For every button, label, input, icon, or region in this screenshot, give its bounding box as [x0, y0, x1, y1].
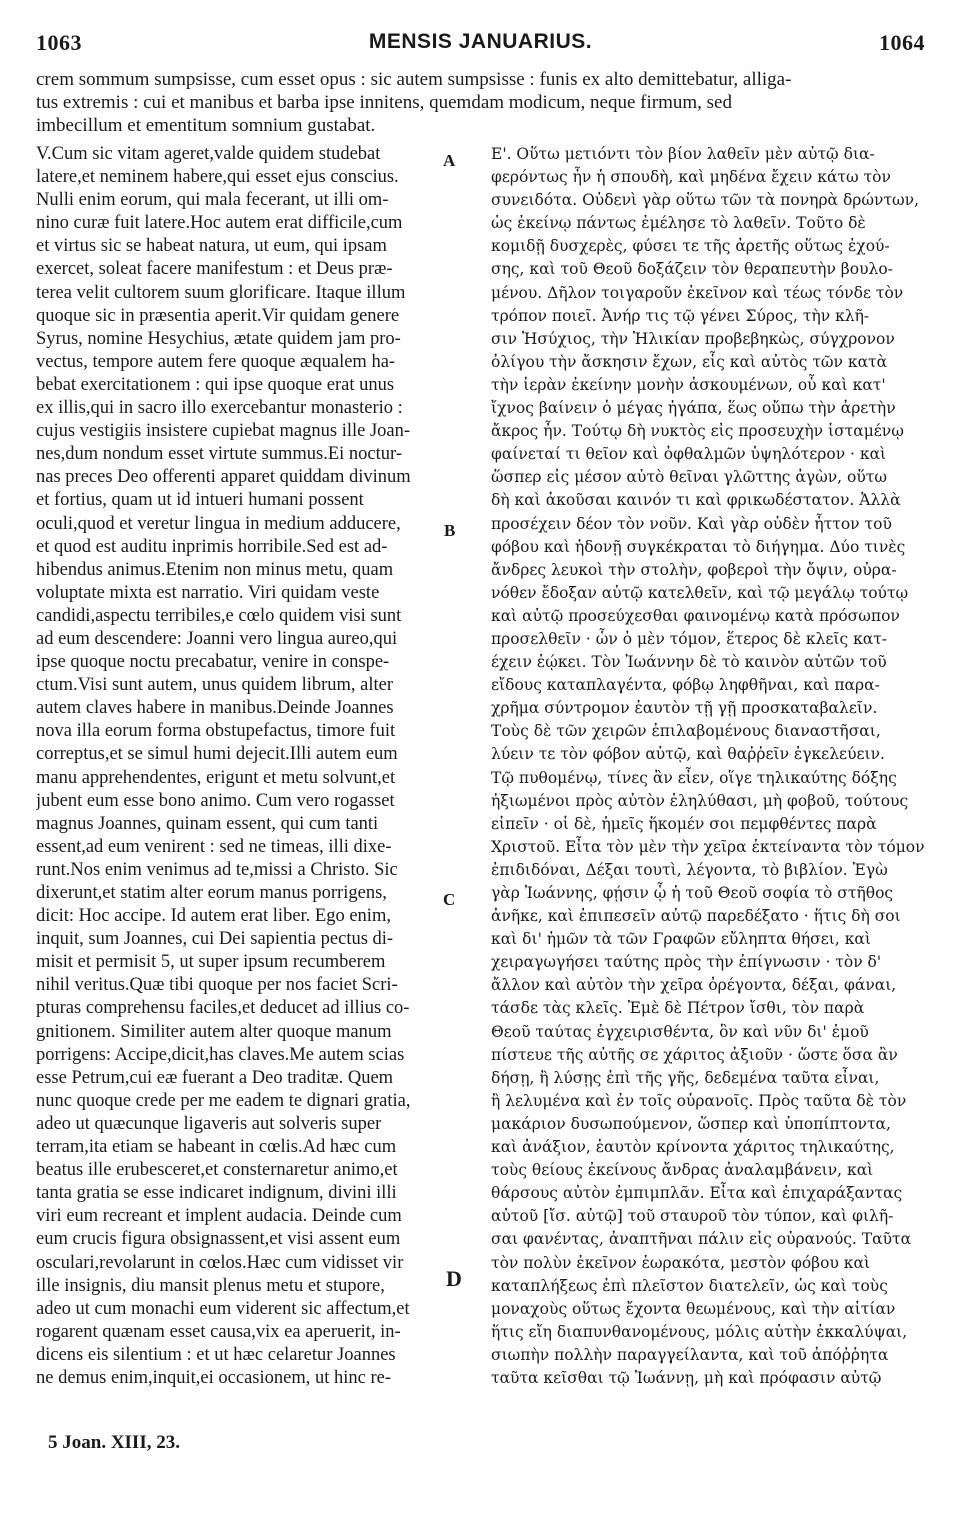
greek-line: εἰπεῖν · οἱ δὲ, ἡμεῖς ἥκομέν σοι πεμφθέντες παρὰ: [491, 814, 877, 833]
latin-line: hibendus animus.Etenim non minus metu, quam: [36, 559, 394, 580]
greek-line: θάρσους αὐτὸν ἐμπιμπλᾶν. Εἶτα καὶ ἐπιχαράξαντας: [491, 1184, 903, 1203]
greek-line: μακάριον δυσωπούμενον, ὥσπερ καὶ ὑποπίπτοντα,: [491, 1114, 891, 1133]
greek-line: έχειν ἐῴκει. Τὸν Ἰωάννην δὲ τὸ καινὸν αὐτῶν τοῦ: [491, 653, 887, 672]
margin-marker-d: D: [446, 1266, 462, 1291]
greek-line: προσέχειν δέον τὸν νοῦν. Καὶ γὰρ οὐδὲν ἧττον τοῦ: [491, 514, 892, 533]
latin-line: terea velit cultorem suum glorificare. Itaque illum: [36, 282, 406, 303]
greek-line: Τῷ πυθομένῳ, τίνες ἂν εἶεν, οἵγε τηλικαύτης δόξης: [491, 768, 897, 787]
latin-line: rogarent quænam esset causa,vix ea aperuerit, in-: [36, 1321, 401, 1342]
latin-line: adeo ut quæcunque ligaveris aut solveris super: [36, 1113, 382, 1134]
greek-line: ἥτις εἴη διαπυνθανομένους, μόλις αὐτὴν ἐκκαλύψαι,: [491, 1322, 908, 1341]
latin-line: beatus ille erubesceret,et consternaretur animo,et: [36, 1160, 398, 1181]
latin-line: ad eum descendere: Joanni vero lingua aureo,qui: [36, 628, 398, 649]
greek-line: μένου. Δῆλον τοιγαροῦν ἐκεῖνον καὶ τέως τόνδε τὸν: [491, 283, 904, 302]
latin-line: cujus vestigiis insistere cupiebat magnus ille Joan-: [36, 421, 411, 442]
greek-line: ὥσπερ εἰς μέσον αὐτὸ θεῖναι γλῶττης ἀγὼν, οὕτω: [491, 468, 887, 487]
greek-line: Τοὺς δὲ τῶν χειρῶν ἐπιλαβομένους διαναστῆσαι,: [491, 722, 881, 741]
footnote: 5 Joan. XIII, 23.: [48, 1432, 180, 1453]
greek-column: [491, 143, 933, 1390]
latin-line: correptus,et se simul humi dejecit.Illi autem eum: [36, 744, 398, 765]
latin-line: nino curæ fuit latere.Hoc autem erat difficile,cum: [36, 213, 403, 234]
latin-line: gnitionem. Similiter autem alter quoque manum: [36, 1021, 392, 1042]
latin-line: ipse quoque noctu precabatur, venire in conspe-: [36, 652, 390, 673]
greek-line: ἴχνος βαίνειν ὁ μέγας ἠγάπα, ἕως οὔπω τὴν ἀρετὴν: [491, 399, 896, 418]
greek-line: φαίνεταί τι θεῖον καὶ ὀφθαλμῶν ὑψηλότερον · καὶ: [491, 445, 887, 464]
latin-line: autem claves habere in manibus.Deinde Joannes: [36, 698, 394, 719]
greek-line: ἄλλον καὶ αὐτὸν τὴν χεῖρα ὀρέγοντα, δέξαι, φάναι,: [491, 976, 897, 995]
greek-line: τοὺς θείους ἐκείνους ἄνδρας ἀναλαμβάνειν, καὶ: [491, 1161, 874, 1180]
latin-line: porrigens: Accipe,dicit,has claves.Me autem scias: [36, 1044, 405, 1065]
greek-line: καταπλήξεως ἐπὶ πλεῖστον διατελεῖν, ὡς καὶ τοὺς: [491, 1276, 888, 1295]
greek-line: εἴδους καταπλαγέντα, φόβῳ ληφθῆναι, καὶ παρα-: [491, 676, 880, 695]
greek-line: ἠξιωμένοι πρὸς αὐτὸν ἐληλύθασι, μὴ φοβοῦ, τούτους: [491, 791, 909, 810]
latin-line: candidi,aspectu terribiles,e cœlo quidem visi sunt: [36, 605, 402, 626]
greek-line: ἢ λελυμένα καὶ ἐν τοῖς οὐρανοῖς. Πρὸς ταῦτα δὲ τὸν: [491, 1091, 907, 1110]
greek-line: τὸν πολὺν ἐκεῖνον ἑωρακότα, μεστὸν φόβου καὶ: [491, 1253, 871, 1272]
left-column-number: 1063: [36, 30, 82, 55]
latin-line: quoque sic in præsentia aperit.Vir quidam genere: [36, 305, 400, 326]
latin-line: latere,et neminem habere,qui esset ejus conscius.: [36, 167, 399, 188]
latin-line: runt.Nos enim venimus ad te,missi a Christo. Sic: [36, 859, 398, 880]
latin-line: exercet, soleat facere manifestum : et Deus præ-: [36, 259, 393, 280]
latin-line: dixerunt,et statim alter eorum manus porrigens,: [36, 883, 387, 903]
latin-line: ex illis,qui in sacro illo exercebantur monasterio :: [36, 398, 403, 419]
greek-line: σαι φανέντας, ἀναπτῆναι πάλιν εἰς οὐρανούς. Ταῦτα: [491, 1230, 912, 1249]
top-paragraph: [36, 68, 925, 137]
latin-line: ne demus enim,inquit,ei occasionem, ut hinc re-: [36, 1367, 391, 1388]
margin-marker-a: A: [443, 151, 456, 170]
latin-line: nes,dum nondum esset virtute summus.Ei noctur-: [36, 444, 402, 465]
latin-line: V.Cum sic vitam ageret,valde quidem studebat: [36, 144, 381, 164]
latin-line: terram,ita etiam se habeant in cœlis.Ad hæc cum: [36, 1137, 397, 1158]
greek-line: ἄνδρες λευκοὶ τὴν στολὴν, φοβεροὶ τὴν ὄψιν, οὐρα-: [491, 560, 897, 579]
latin-line: adeo ut cum monachi eum viderent sic affectum,et: [36, 1298, 410, 1319]
latin-line: nunc quoque crede per me eadem te dignari gratia,: [36, 1090, 411, 1111]
top-text-line: crem sommum sumpsisse, cum esset opus : sic autem sumpsisse : funis ex alto demittebatur, alliga-: [36, 69, 792, 90]
running-title: MENSIS JANUARIUS.: [368, 30, 593, 53]
greek-line: καὶ ἀνάξιον, ἑαυτὸν κρίνοντα χάριτος τηλικαύτης,: [491, 1138, 895, 1157]
greek-line: πίστευε τῆς αὐτῆς σε χάριτος ἀξιοῦν · ὥστε ὅσα ἂν: [491, 1045, 898, 1064]
greek-line: σης, καὶ τοῦ Θεοῦ δοξάζειν τὸν θεραπευτὴν βουλο-: [491, 260, 893, 279]
greek-line: φερόντως ἦν ἡ σπουδὴ, καὶ μηδένα ἔχειν κάτω τὸν: [491, 168, 891, 187]
page-header: [36, 30, 925, 62]
greek-line: συνειδότα. Οὐδενὶ γὰρ οὕτω τῶν τὰ πονηρὰ δρώντων,: [491, 191, 920, 210]
margin-marker-b: B: [444, 521, 456, 540]
latin-line: nihil veritus.Quæ tibi quoque per nos faciet Scri-: [36, 975, 398, 996]
greek-line: τρόπον ποιεῖ. Ἀνήρ τις τῷ γένει Σύρος, τὴν κλῆ-: [491, 306, 870, 325]
latin-line: viri eum recreant et implent audacia. Deinde cum: [36, 1206, 402, 1227]
greek-line: φόβου καὶ ἡδονῇ συγκέκραται τὸ διήγημα. Δύο τινὲς: [491, 537, 906, 556]
greek-line: καὶ δι' ἡμῶν τὰ τῶν Γραφῶν εὔληπτα θήσει, καὶ: [491, 930, 871, 949]
latin-line: bebat exercitationem : qui ipse quoque erat unus: [36, 374, 395, 395]
latin-line: Nulli enim eorum, qui mala fecerant, ut illi om-: [36, 190, 389, 211]
latin-line: misit et permisit 5, ut super ipsum recumberem: [36, 952, 386, 973]
greek-line: χειραγωγήσει ταύτης πρὸς τὴν ἐπίγνωσιν · τὸν δ': [491, 953, 882, 972]
greek-line: δὴ καὶ ἀκοῦσαι καινόν τι καὶ φρικωδέστατον. Ἀλλὰ: [491, 491, 901, 510]
greek-line: αὐτοῦ [ἴσ. αὐτῷ] τοῦ σταυροῦ τὸν τύπον, καὶ φιλῆ-: [491, 1207, 894, 1226]
greek-line: καὶ αὐτῷ προσεύχεσθαι φαινομένῳ κατὰ πρόσωπον: [491, 606, 900, 625]
top-text-line: tus extremis : cui et manibus et barba ipse innitens, quemdam modicum, neque firmum, sed: [36, 92, 732, 114]
latin-line: et quod est auditu inprimis horribile.Sed est ad-: [36, 536, 388, 557]
latin-line: osculari,revolarunt in cœlos.Hæc cum vidisset vir: [36, 1252, 404, 1273]
latin-line: et fortius, quam ut id intueri humani possent: [36, 490, 364, 511]
greek-line: μοναχοὺς οὕτως ἔχοντα θεωμένους, καὶ τὴν αἰτίαν: [491, 1299, 896, 1318]
greek-line: νόθεν ἔδοξαν αὐτῷ κατελθεῖν, καὶ τῷ μεγάλῳ τούτῳ: [491, 583, 909, 602]
greek-line: γὰρ Ἰωάννης, φῄσιν ᾧ ἡ τοῦ Θεοῦ σοφία τὸ στῆθος: [491, 884, 894, 902]
greek-line: ἐπιδιδόναι, Δέξαι τουτὶ, λέγοντα, τὸ βιβλίον. Ἐγὼ: [491, 860, 888, 879]
greek-line: Θεοῦ ταύτας ἐγχειρισθέντα, ὃν καὶ νῦν δι' ἐμοῦ: [491, 1022, 869, 1041]
greek-line: τὴν ἱερὰν ἐκείνην μονὴν ἀσκουμένων, οὗ καὶ κατ': [491, 375, 886, 394]
latin-column: [36, 143, 472, 1390]
margin-marker-c: C: [443, 890, 456, 909]
greek-line: προσελθεῖν · ὧν ὁ μὲν τόμον, ἕτερος δὲ κλεῖς κατ-: [491, 629, 888, 648]
latin-line: voluptate mixta est narratio. Viri quidam veste: [36, 582, 380, 603]
greek-line: σιωπὴν πολλὴν παραγγείλαντα, καὶ τοῦ ἀπόῤῥητα: [491, 1345, 889, 1364]
greek-line: ἀνῆκε, καὶ ἐπιπεσεῖν αὐτῷ παρεδέξατο · ἥτις δὴ σοι: [491, 907, 901, 926]
greek-line: σιν Ἡσύχιος, τὴν Ἡλικίαν προβεβηκὼς, σύγχρονον: [491, 329, 895, 348]
latin-line: manu apprehendentes, erigunt et metu solvunt,et: [36, 767, 396, 788]
latin-line: dicit: Hoc accipe. Id autem erat liber. Ego enim,: [36, 906, 391, 927]
latin-line: ctum.Visi sunt autem, unus quidem librum, alter: [36, 675, 394, 696]
latin-line: magnus Joannes, quinam essent, qui cum tanti: [36, 813, 379, 834]
greek-line: κομιδῇ δυσχερὲς, φύσει τε τῆς ἀρετῆς οὕτως ἐχού-: [491, 237, 890, 256]
latin-line: eum crucis figura obsignassent,et visi assent eum: [36, 1229, 401, 1250]
greek-line: τάσδε τὰς κλεῖς. Ἐμὲ δὲ Πέτρον ἴσθι, τὸν παρὰ: [491, 999, 865, 1018]
greek-line: λύειν τε τὸν φόβον αὐτῷ, καὶ θαῤῥεῖν ἐγκελεύειν.: [491, 745, 885, 764]
greek-line: ὀλίγου τὴν ἄσκησιν ἔχων, εἷς καὶ αὐτὸς τῶν κατὰ: [491, 352, 888, 371]
latin-line: vectus, tempore autem fere quoque æqualem ha-: [36, 351, 396, 372]
latin-line: esse Petrum,cui eæ fuerant a Deo traditæ. Quem: [36, 1067, 394, 1088]
latin-line: nas preces Deo offerenti apparet quiddam divinum: [36, 467, 411, 488]
greek-line: Χριστοῦ. Εἶτα τὸν μὲν τὴν χεῖρα ἐκτείναντα τὸν τόμον: [491, 837, 925, 856]
right-column-number: 1064: [879, 30, 925, 55]
greek-line: χρῆμα σύντρομον ἑαυτὸν τῇ γῇ προσκαταβαλεῖν.: [491, 699, 878, 718]
greek-line: Ε'. Οὕτω μετιόντι τὸν βίον λαθεῖν μὲν αὐτῷ δια-: [491, 145, 875, 163]
latin-line: dicens eis silentium : et ut hæc celaretur Joannes: [36, 1344, 396, 1365]
latin-line: essent,ad eum venirent : sed ne timeas, illi dixe-: [36, 836, 392, 857]
latin-line: ille insignis, diu mansit plenus metu et stupore,: [36, 1275, 385, 1296]
latin-line: inquit, sum Joannes, cui Dei sapientia pectus di-: [36, 929, 394, 950]
latin-line: Syrus, nomine Hesychius, ætate quidem jam pro-: [36, 328, 401, 349]
top-text-line: imbecillum et ementitum somnium gustabat.: [36, 115, 376, 137]
greek-line: δήσῃ, ἢ λύσῃς ἐπὶ τῆς γῆς, δεδεμένα ταῦτα εἶναι,: [491, 1068, 880, 1087]
latin-line: oculi,quod et veretur lingua in medium adducere,: [36, 513, 401, 534]
greek-line: ταῦτα κεῖσθαι τῷ Ἰωάννῃ, μὴ καὶ πρόφασιν αὐτῷ: [491, 1368, 882, 1387]
latin-line: jubent eum esse bono animo. Cum vero rogasset: [36, 790, 395, 811]
latin-line: et virtus sic se habeat natura, ut eum, qui ipsam: [36, 236, 387, 257]
latin-line: nova illa eorum forma obstupefactus, timore fuit: [36, 721, 396, 742]
greek-line: ἄκρος ἦν. Τούτῳ δὴ νυκτὸς εἰς προσευχὴν ἱσταμένῳ: [491, 422, 904, 441]
latin-line: tanta gratia se esse indicaret indignum, divini illi: [36, 1183, 397, 1204]
latin-line: pturas comprehensu faciles,et deducet ad illius co-: [36, 998, 410, 1019]
greek-line: ὡς ἐκείνῳ πάντως ἐμέλησε τὸ λαθεῖν. Τοῦτο δὲ: [491, 214, 866, 233]
